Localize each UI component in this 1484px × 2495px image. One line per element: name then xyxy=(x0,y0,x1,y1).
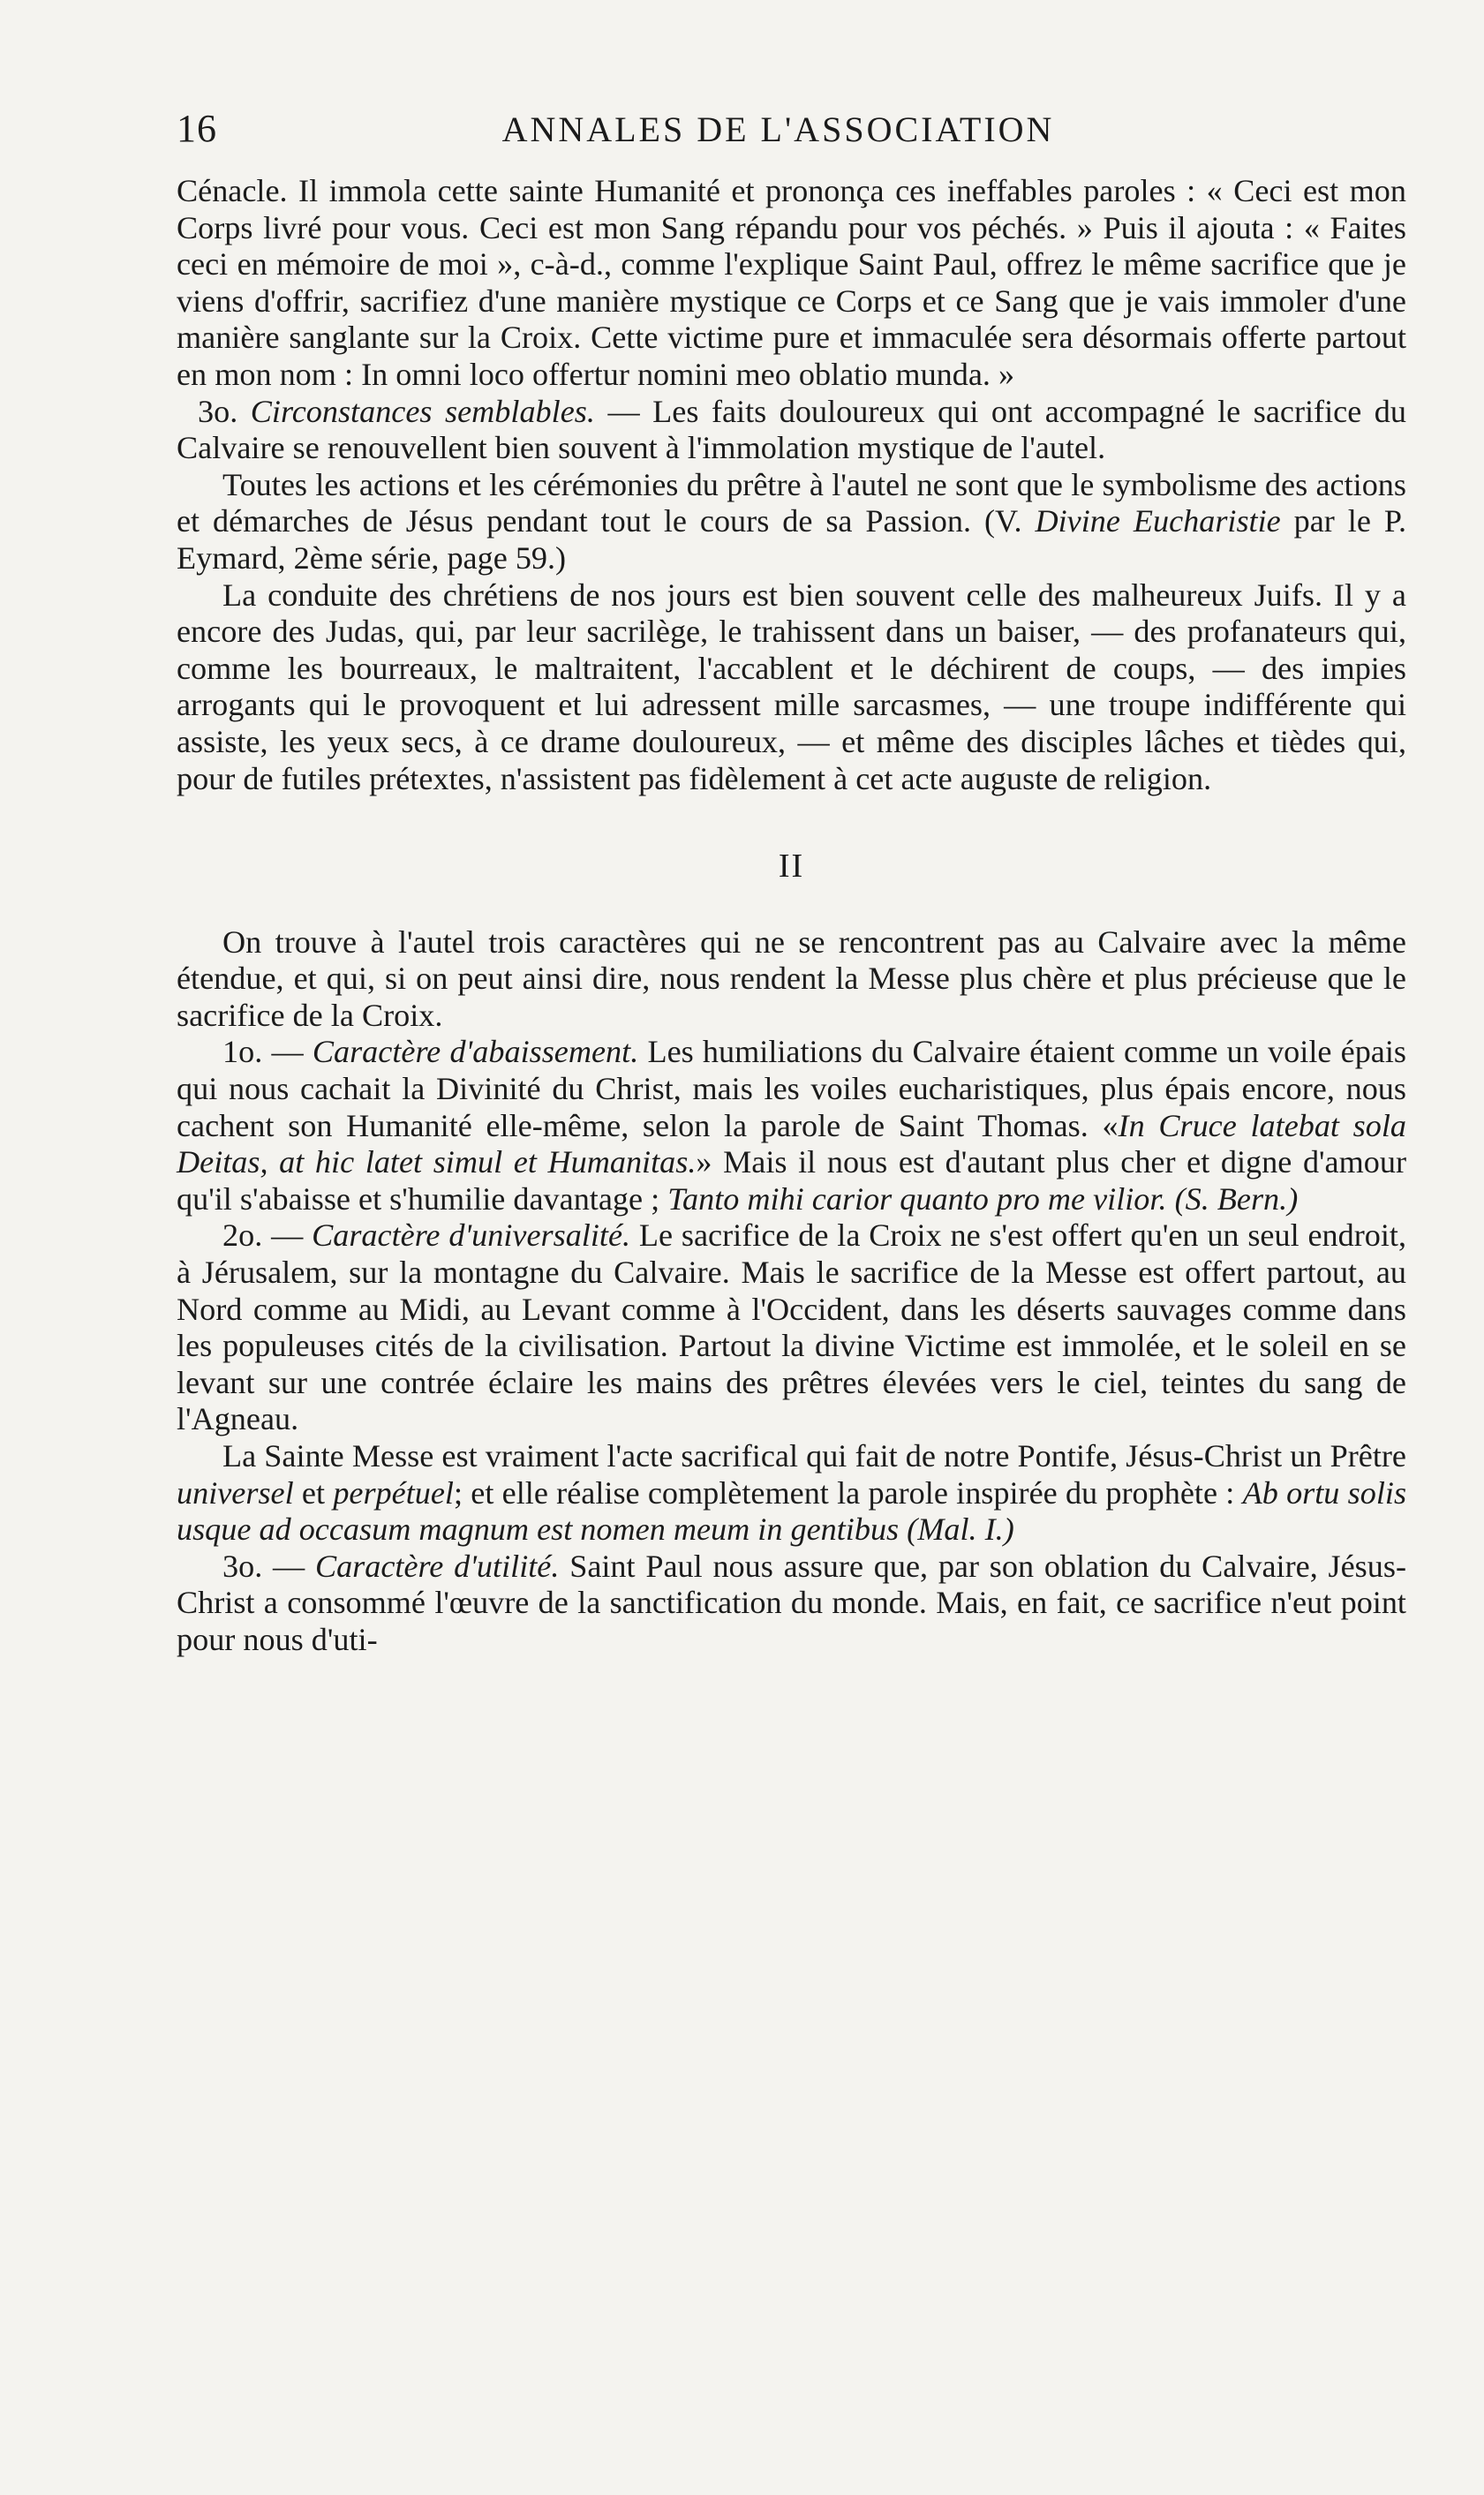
item-title: Circonstances semblables. xyxy=(250,393,595,429)
latin-quote-2: Tanto mihi carior quanto pro me vilior. (S. Bern.) xyxy=(667,1180,1299,1217)
item-text-2: » Mais il nous est d'autant plus cher et digne d'amour qu'il s'abaisse et s'humilie davantage ; xyxy=(177,1144,1406,1217)
paragraph-8 xyxy=(177,1438,1406,1549)
item-number: 3o. xyxy=(198,393,238,429)
paragraph-3-tail: par le P. Eymard, 2ème série, page 59.) xyxy=(177,503,1407,576)
item-number: 1o. — xyxy=(222,1034,304,1070)
word-perpetuel: perpétuel xyxy=(333,1474,454,1511)
word-universel: universel xyxy=(177,1474,294,1511)
paragraph-5: On trouve à l'autel trois caractères qui ne se rencontrent pas au Calvaire avec la même étendue, et qui, si on peut ainsi dire, nous rendent la Messe plus chère et plus précieuse que le sacrifice de la Croix. xyxy=(177,923,1406,1033)
body-text xyxy=(177,173,1406,1659)
paragraph-6 xyxy=(177,1034,1406,1217)
item-text: — Les faits douloureux qui ont accompagné le sacrifice du Calvaire se renouvellent bien souvent à l'immolation mystique de l'autel. xyxy=(177,393,1406,466)
item-title: Caractère d'abaissement. xyxy=(312,1034,639,1070)
running-title: ANNALES DE L'ASSOCIATION xyxy=(501,109,1055,149)
paragraph-8-b: et xyxy=(301,1474,326,1511)
latin-quote: In Cruce latebat sola Deitas, at hic latet simul et Humanitas. xyxy=(177,1107,1406,1180)
paragraph-7 xyxy=(177,1217,1406,1438)
item-text: Les humiliations du Calvaire étaient comme un voile épais qui nous cachait la Divinité du Christ, mais les voiles eucharistiques, plus épais encore, nous cachent son Humanité elle-même, selon la parole de Saint Thomas. « xyxy=(177,1034,1406,1143)
item-number: 2o. — xyxy=(222,1217,304,1254)
book-title: Divine Eucharistie xyxy=(1035,503,1281,539)
page-header xyxy=(177,106,1406,155)
paragraph-3-text: Toutes les actions et les cérémonies du prêtre à l'autel ne sont que le symbolisme des actions et démarches de Jésus pendant tout le cours de sa Passion. (V. xyxy=(177,466,1406,539)
page-number: 16 xyxy=(177,107,217,150)
latin-quote: Ab ortu solis usque ad occasum magnum est nomen meum in gentibus (Mal. I.) xyxy=(177,1474,1407,1548)
item-text: Saint Paul nous assure que, par son oblation du Calvaire, Jésus-Christ a consommé l'œuvre de la sanctification du monde. Mais, en fait, ce sacrifice n'eut point pour nous d'uti- xyxy=(177,1548,1406,1657)
item-text: Le sacrifice de la Croix ne s'est offert qu'en un seul endroit, à Jérusalem, sur la montagne du Calvaire. Mais le sacrifice de la Messe est offert partout, au Nord comme au Midi, au Levant comme à l'Occident, dans les déserts sauvages comme dans les populeuses cités de la civilisation. Partout la divine Victime est immolée, et le soleil en se levant sur une contrée éclaire les mains des prêtres élevées vers le ciel, teintes du sang de l'Agneau. xyxy=(177,1217,1407,1437)
paragraph-8-c: ; et elle réalise complètement la parole inspirée du prophète : xyxy=(453,1474,1235,1511)
paragraph-2 xyxy=(177,394,1406,467)
item-number: 3o. — xyxy=(222,1548,305,1584)
paragraph-1: Cénacle. Il immola cette sainte Humanité et prononça ces ineffables paroles : « Ceci est mon Corps livré pour vous. Ceci est mon Sang répandu pour vos péchés. » Puis il ajouta : « Faites ceci en mémoire de moi », c-à-d., comme l'explique Saint Paul, offrez le même sacrifice que je viens d'offrir, sacrifiez d'une manière mystique ce Corps et ce Sang que je vais immoler d'une manière sanglante sur la Croix. Cette victime pure et immaculée sera désormais offerte partout en mon nom : In omni loco offertur nomini meo oblatio munda. » xyxy=(177,173,1406,392)
paragraph-3 xyxy=(177,467,1406,577)
paragraph-9 xyxy=(177,1549,1406,1659)
item-title: Caractère d'universalité. xyxy=(312,1217,631,1254)
paragraph-4: La conduite des chrétiens de nos jours est bien souvent celle des malheureux Juifs. Il y a encore des Judas, qui, par leur sacrilège, le trahissent dans un baiser, — des profanateurs qui, comme les bourreaux, le maltraitent, l'accablent et le déchirent de coups, — des impies arrogants qui le provoquent et lui adressent mille sarcasmes, — une troupe indifférente qui assiste, les yeux secs, à ce drame douloureux, — et même des disciples lâches et tièdes qui, pour de futiles prétextes, n'assistent pas fidèlement à cet acte auguste de religion. xyxy=(177,577,1406,796)
section-heading: II xyxy=(778,848,805,886)
paragraph-8-a: La Sainte Messe est vraiment l'acte sacrifical qui fait de notre Pontife, Jésus-Christ un Prêtre xyxy=(222,1438,1406,1474)
item-title: Caractère d'utilité. xyxy=(314,1548,560,1584)
